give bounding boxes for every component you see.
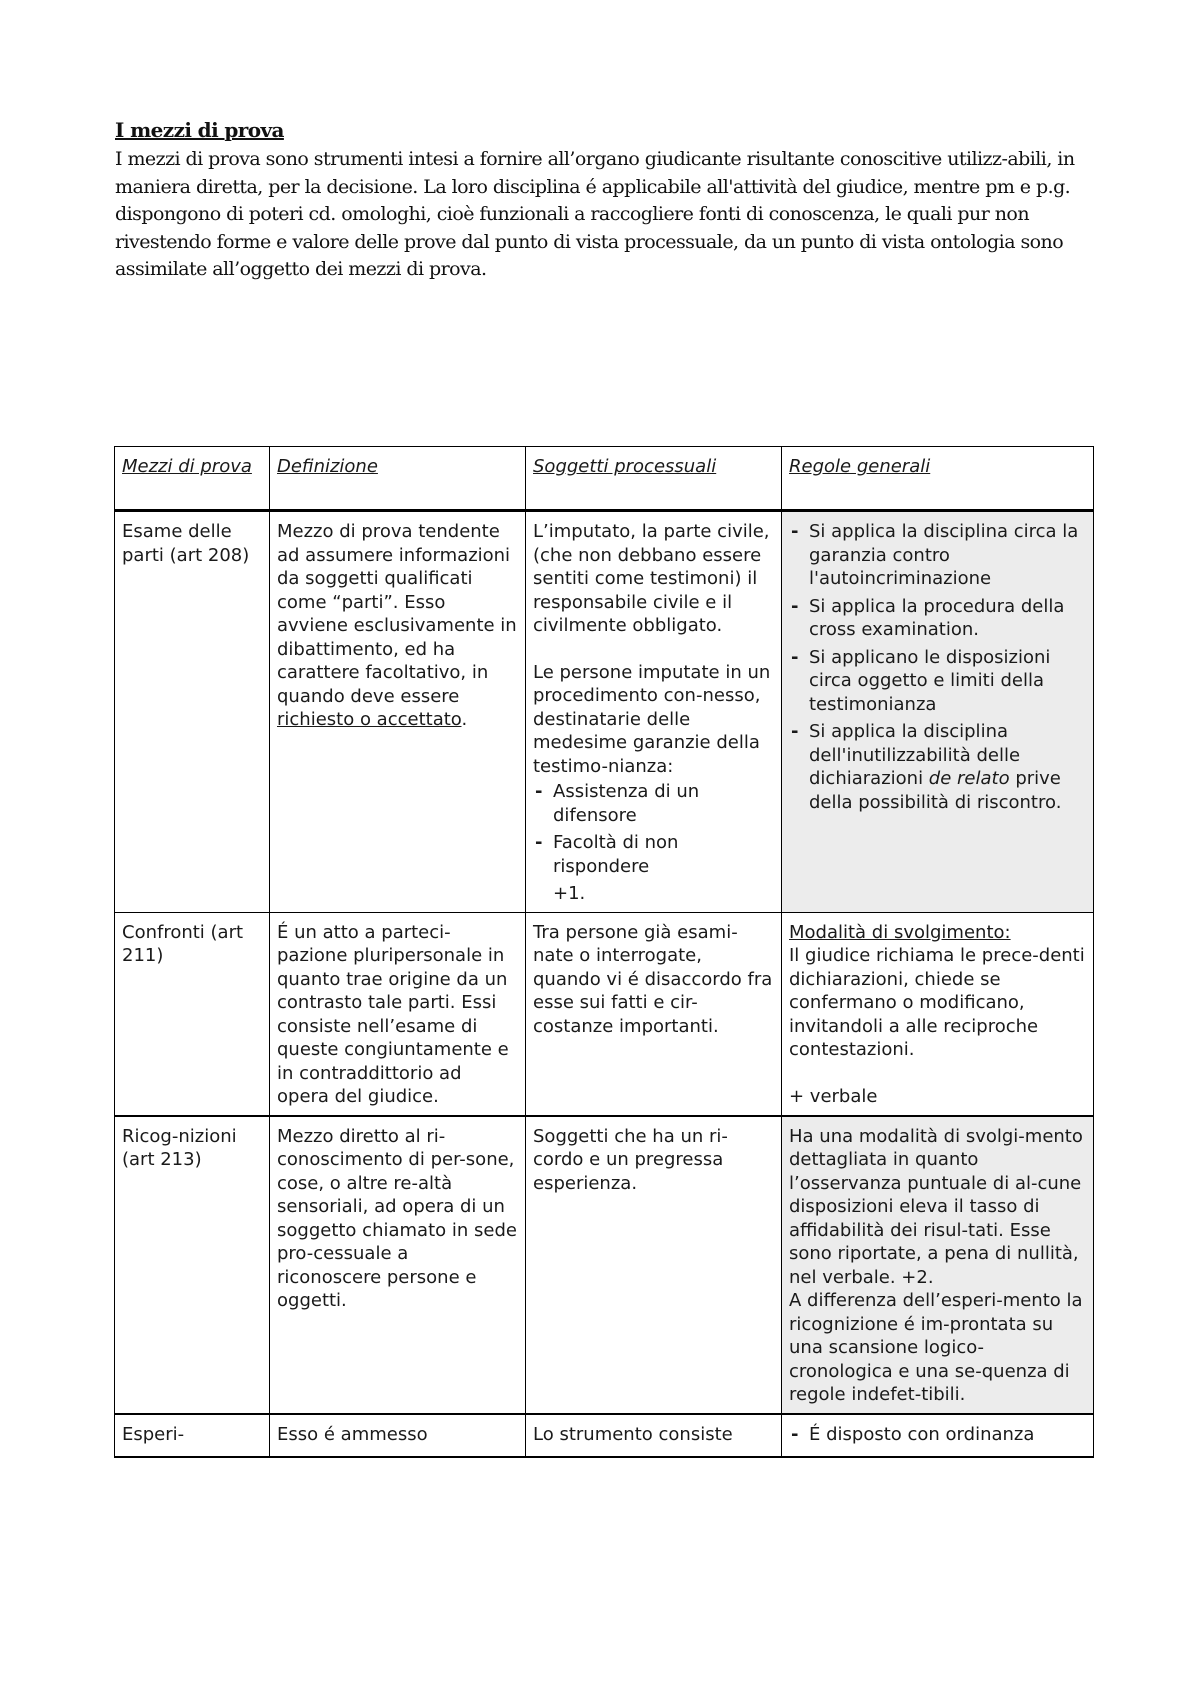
cell-regole-esperimento <box>782 1414 1094 1458</box>
soggetti-list <box>533 780 774 878</box>
regole-list <box>789 1423 1086 1447</box>
list-item <box>789 720 1086 814</box>
cell-definizione-esame <box>270 511 526 913</box>
soggetti-paragraph: L’imputato, la parte civile, (che non debbano essere sentiti come testimoni) il responsabile civile e il civilmente obbligato. <box>533 521 770 636</box>
intro-paragraph: I mezzi di prova sono strumenti intesi a fornire all’organo giudicante risultante conoscitive utilizz-abili, in maniera diretta, per la decisione. La loro disciplina é applicabile all'attività del giudice, mentre pm e p.g. dispongono di poteri cd. omologhi, cioè funzionali a raccogliere fonti di conoscenza, le quali pur non rivestendo forme e valore delle prove dal punto di vista processuale, da un punto di vista ontologia sono assimilate all’oggetto dei mezzi di prova. <box>115 148 1075 280</box>
cell-soggetti-esame <box>526 511 782 913</box>
list-item: - Assistenza di un difensore <box>533 780 774 827</box>
row-label-esperimento: Esperi- <box>115 1414 270 1458</box>
definizione-text: Mezzo di prova tendente ad assumere informazioni da soggetti qualificati come “parti”. Esso avviene esclusivamente in dibattimento, ed ha carattere facoltativo, in quando deve essere <box>277 521 517 707</box>
row-label-ricognizioni: Ricog-nizioni (art 213) <box>115 1116 270 1414</box>
cell-definizione-esperimento: Esso é ammesso <box>270 1414 526 1458</box>
list-item: - É disposto con ordinanza <box>789 1423 1086 1447</box>
cell-definizione-ricognizioni: Mezzo diretto al ri-conoscimento di per-sone, cose, o altre re-altà sensoriali, ad opera di un soggetto chiamato in sede pro-cessuale a riconoscere persone e oggetti. <box>270 1116 526 1414</box>
table-row-ricognizioni <box>115 1116 1094 1414</box>
list-item: - Si applica la disciplina circa la garanzia contro l'autoincriminazione <box>789 520 1086 591</box>
definizione-end: . <box>461 709 468 730</box>
table-row-esperimento <box>115 1414 1094 1458</box>
regole-paragraph: A differenza dell’esperi-mento la ricognizione é im-prontata su una scansione logico-cronologica e una se-quenza di regole indefet-tibili. <box>789 1290 1083 1405</box>
list-item: - Si applica la procedura della cross examination. <box>789 595 1086 642</box>
list-item-text: Si applica la disciplina dell'inutilizzabilità delle dichiarazioni <box>809 721 1021 789</box>
evidence-table <box>114 446 1094 1458</box>
header-soggetti: Soggetti processuali <box>526 447 782 511</box>
list-item: - Facoltà di non rispondere <box>533 831 774 878</box>
header-definizione: Definizione <box>270 447 526 511</box>
cell-soggetti-ricognizioni: Soggetti che ha un ri-cordo e un pregressa esperienza. <box>526 1116 782 1414</box>
row-label-esame: Esame delle parti (art 208) <box>115 511 270 913</box>
document-title: I mezzi di prova <box>115 118 284 142</box>
row-label-confronti: Confronti (art 211) <box>115 912 270 1116</box>
list-item-italic: de relato <box>928 768 1010 789</box>
table-row-confronti <box>115 912 1094 1116</box>
header-mezzi: Mezzi di prova <box>115 447 270 511</box>
regole-text: Il giudice richiama le prece-denti dichiarazioni, chiede se confermano o modificano, invitandoli a alle reciproche contestazioni. <box>789 945 1085 1060</box>
list-item: - Si applicano le disposizioni circa oggetto e limiti della testimonianza <box>789 646 1086 717</box>
soggetti-paragraph: Le persone imputate in un procedimento con-nesso, destinatarie delle medesime garanzie della testimo-nianza: <box>533 661 771 777</box>
cell-definizione-confronti: É un atto a parteci-pazione pluripersonale in quanto trae origine da un contrasto tale parti. Essi consiste nell’esame di queste congiuntamente e in contraddittorio ad opera del giudice. <box>270 912 526 1116</box>
regole-paragraph: Ha una modalità di svolgi-mento dettagliata in quanto l’osservanza puntuale di al-cune disposizioni eleva il tasso di affidabilità dei risul-tati. Esse sono riportate, a pena di nullità, nel verbale. +2. <box>789 1125 1083 1288</box>
cell-soggetti-esperimento: Lo strumento consiste <box>526 1414 782 1458</box>
definizione-underlined: richiesto o accettato <box>277 709 462 730</box>
soggetti-extra: +1. <box>553 883 586 904</box>
cell-soggetti-confronti: Tra persone già esami-nate o interrogate, quando vi é disaccordo fra esse sui fatti e cir-costanze importanti. <box>526 912 782 1116</box>
regole-list <box>789 520 1086 814</box>
cell-regole-confronti <box>782 912 1094 1116</box>
table-header-row <box>115 447 1094 511</box>
cell-regole-esame <box>782 511 1094 913</box>
regole-extra: + verbale <box>789 1085 878 1107</box>
table-row-esame <box>115 511 1094 913</box>
header-regole: Regole generali <box>782 447 1094 511</box>
regole-heading: Modalità di svolgimento: <box>789 921 1011 943</box>
list-item-text: prive della possibilità di riscontro. <box>809 768 1062 813</box>
cell-regole-ricognizioni <box>782 1116 1094 1414</box>
